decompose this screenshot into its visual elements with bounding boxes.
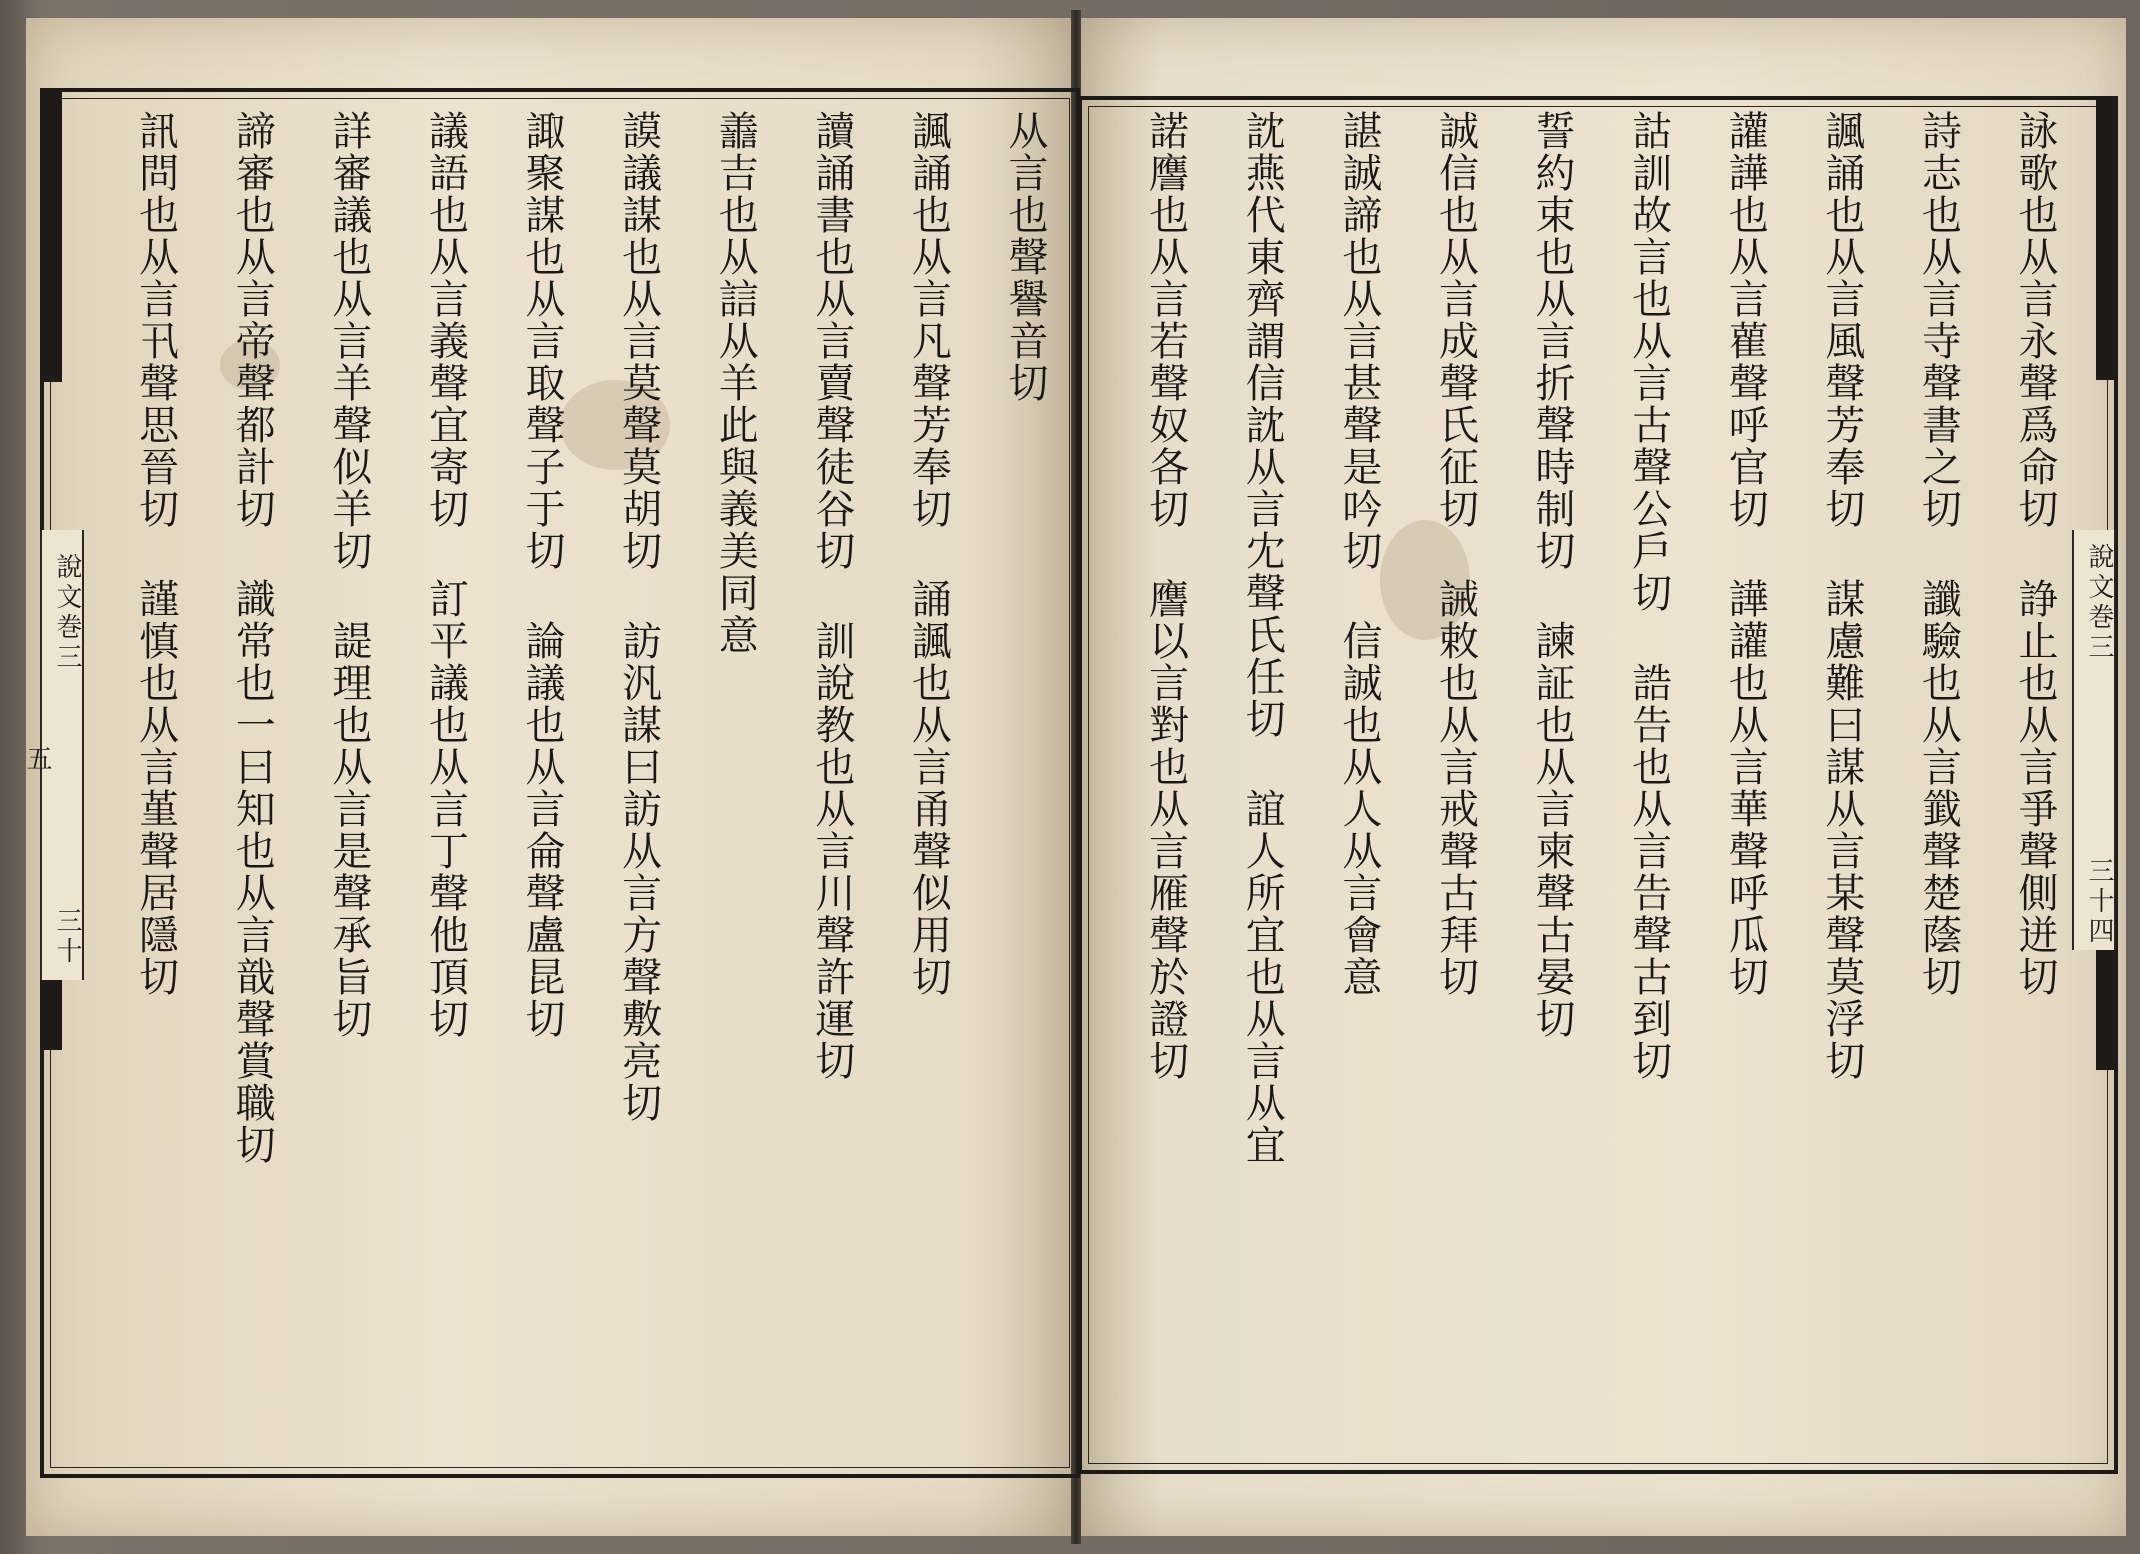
text-column: 譱吉也从誩从羊此與義美同意 <box>712 110 759 656</box>
text-column: 謨議謀也从言莫聲莫胡切 訪汎謀曰訪从言方聲敷亮切 <box>615 110 662 1124</box>
text-column: 从言也聲譽音切 <box>1002 110 1048 404</box>
text-column: 詁訓故言也从言古聲公戶切 誥告也从言告聲古到切 <box>1625 110 1672 1082</box>
left-page-text <box>90 110 1050 1460</box>
text-column: 讙譁也从言雚聲呼官切 譁讙也从言華聲呼瓜切 <box>1722 110 1769 998</box>
text-column: 訦燕代東齊謂信訦从言冘聲氏任切 誼人所宜也从言从宜 <box>1239 110 1286 1166</box>
right-fish-tail-mark <box>2096 100 2118 380</box>
right-fold-margin <box>2072 530 2116 950</box>
left-page-number: 三十五 <box>22 745 82 967</box>
text-column: 諷誦也从言風聲芳奉切 謀慮難曰謀从言某聲莫浮切 <box>1818 110 1865 1082</box>
text-column: 詩志也从言寺聲書之切 讖驗也从言韱聲楚蔭切 <box>1915 110 1962 998</box>
text-column: 諾譍也从言若聲奴各切 譍以言對也从言雁聲於證切 <box>1142 110 1189 1082</box>
text-column: 誓約束也从言折聲時制切 諫証也从言柬聲古晏切 <box>1529 110 1576 1040</box>
text-column: 諏聚謀也从言取聲子于切 論議也从言侖聲盧昆切 <box>519 110 566 1040</box>
right-fold-title: 說文巻三 <box>2084 543 2114 663</box>
text-column: 詠歌也从言永聲爲命切 諍止也从言爭聲側迸切 <box>2012 110 2058 998</box>
left-fold-title: 說文巻三 <box>52 553 82 673</box>
text-column: 諶誠諦也从言甚聲是吟切 信誠也从人从言會意 <box>1335 110 1382 998</box>
text-column: 誠信也从言成聲氏征切 誡敕也从言戒聲古拜切 <box>1432 110 1479 998</box>
text-column: 議語也从言義聲宜寄切 訂平議也从言丁聲他頂切 <box>422 110 469 1040</box>
text-column: 讀誦書也从言賣聲徒谷切 訓說教也从言川聲許運切 <box>808 110 855 1082</box>
right-page-number: 三十四 <box>2084 857 2114 947</box>
left-fish-tail-mark <box>40 92 62 382</box>
text-column: 諷誦也从言凡聲芳奉切 誦諷也从言甬聲似用切 <box>905 110 952 998</box>
right-page-text <box>1100 110 2060 1460</box>
left-fold-margin <box>22 530 84 980</box>
text-column: 訊問也从言卂聲思晉切 謹慎也从言堇聲居隱切 <box>132 110 179 998</box>
text-column: 諦審也从言帝聲都計切 識常也一曰知也从言戠聲賞職切 <box>229 110 276 1166</box>
text-column: 詳審議也从言羊聲似羊切 諟理也从言是聲承旨切 <box>325 110 372 1040</box>
